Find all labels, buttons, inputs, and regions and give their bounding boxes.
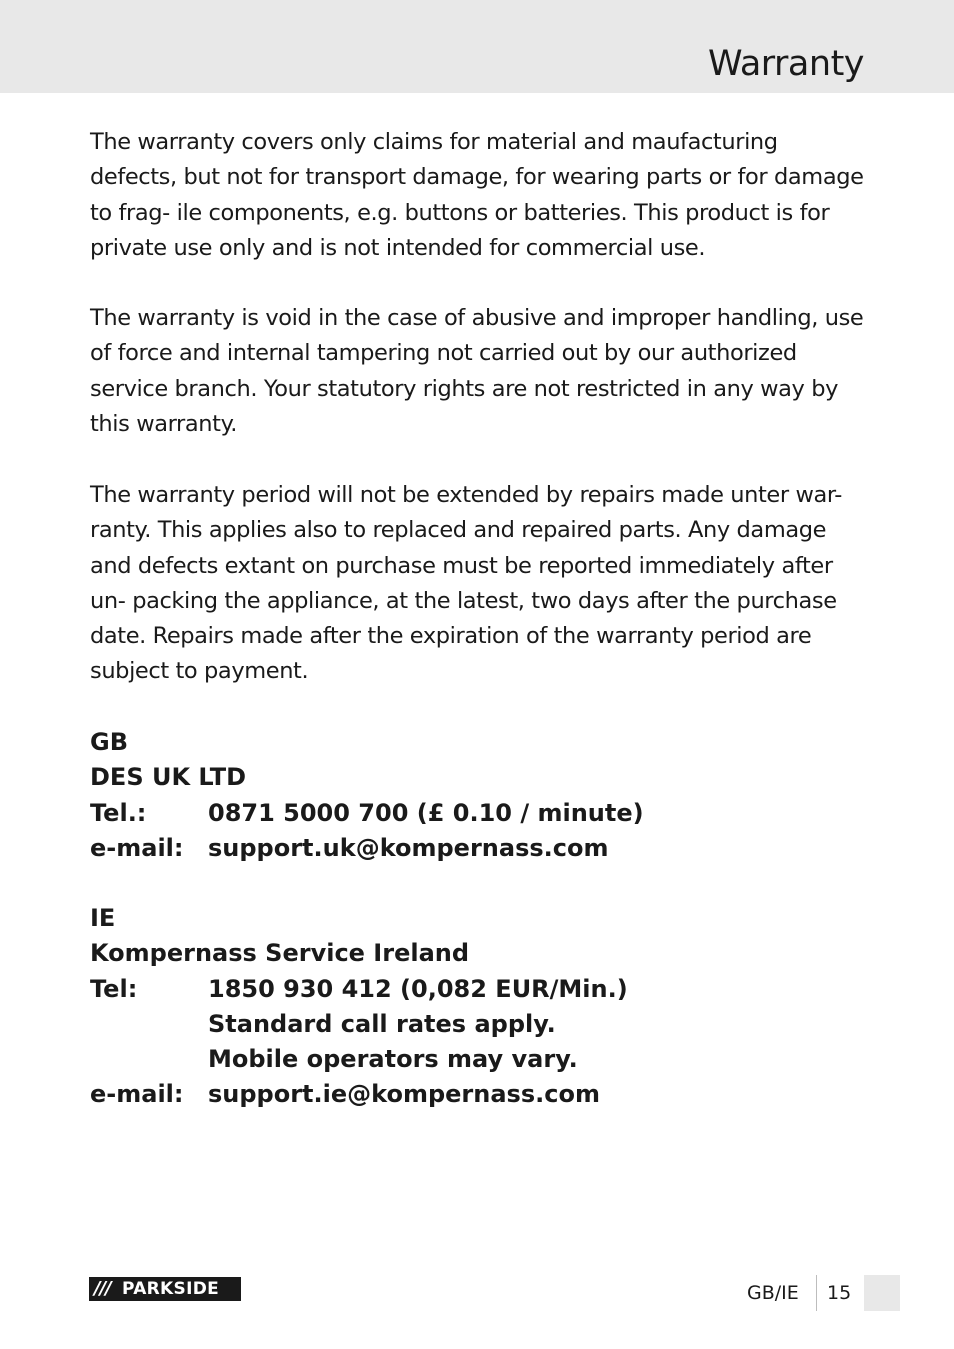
warranty-paragraph-period [90, 478, 870, 690]
email-value: support.ie@kompernass.com [208, 1080, 600, 1109]
parkside-logo [89, 1277, 241, 1301]
mobile-operator-note: Mobile operators may vary. [208, 1045, 578, 1074]
page-number: 15 [827, 1282, 852, 1304]
tel-value: 1850 930 412 (0,082 EUR/Min.) [208, 974, 628, 1003]
contact-email-row [90, 1077, 870, 1112]
spacer [90, 1007, 208, 1042]
tel-value: 0871 5000 700 (£ 0.10 / minute) [208, 798, 644, 827]
contact-note-row [90, 1007, 870, 1042]
tel-label: Tel: [90, 974, 138, 1003]
contact-block-gb [90, 725, 870, 866]
warranty-paragraph-void [90, 301, 870, 442]
paragraph-text: The warranty is void in the case of abusive and improper handling, use of force and internal tampering not carried out by our authorized service branch. Your statutory rights are not restricted in any way by this warranty. [90, 305, 864, 437]
logo-text: PARKSIDE [122, 1279, 220, 1299]
contact-tel-row [90, 972, 870, 1007]
email-label: e-mail: [90, 833, 184, 862]
logo-slashes: /// [94, 1278, 111, 1299]
contact-note-row [90, 1042, 870, 1077]
tel-label: Tel.: [90, 798, 147, 827]
paragraph-text: The warranty period will not be extended by repairs made unter war- ranty. This applies also to replaced and repaired parts. Any damage and defects extant on purchase must be reported immediately after un- packing the appliance, at the latest, two days after the purchase date. Repairs made after the expiration of the warranty period are subject to payment. [90, 482, 842, 685]
contact-country: GB [90, 728, 128, 756]
email-label: e-mail: [90, 1080, 184, 1109]
contact-company: DES UK LTD [90, 763, 247, 792]
warranty-paragraph-coverage [90, 125, 870, 266]
contact-company: Kompernass Service Ireland [90, 939, 470, 968]
paragraph-text: The warranty covers only claims for material and maufacturing defects, but not for transport damage, for wearing parts or for damage to frag- ile components, e.g. buttons or batteries. This product is for private use only and is not intended for commercial use. [90, 129, 864, 261]
email-value: support.uk@kompernass.com [208, 833, 609, 862]
spacer [90, 1042, 208, 1077]
footer-language: GB/IE [747, 1282, 799, 1304]
footer-divider [816, 1275, 817, 1311]
contact-block-ie [90, 901, 870, 1113]
page-title: Warranty [707, 44, 864, 84]
call-rate-note: Standard call rates apply. [208, 1009, 556, 1038]
contact-country: IE [90, 904, 116, 932]
contact-email-row [90, 831, 870, 866]
contact-tel-row [90, 796, 870, 831]
footer-tab-marker [864, 1275, 900, 1311]
